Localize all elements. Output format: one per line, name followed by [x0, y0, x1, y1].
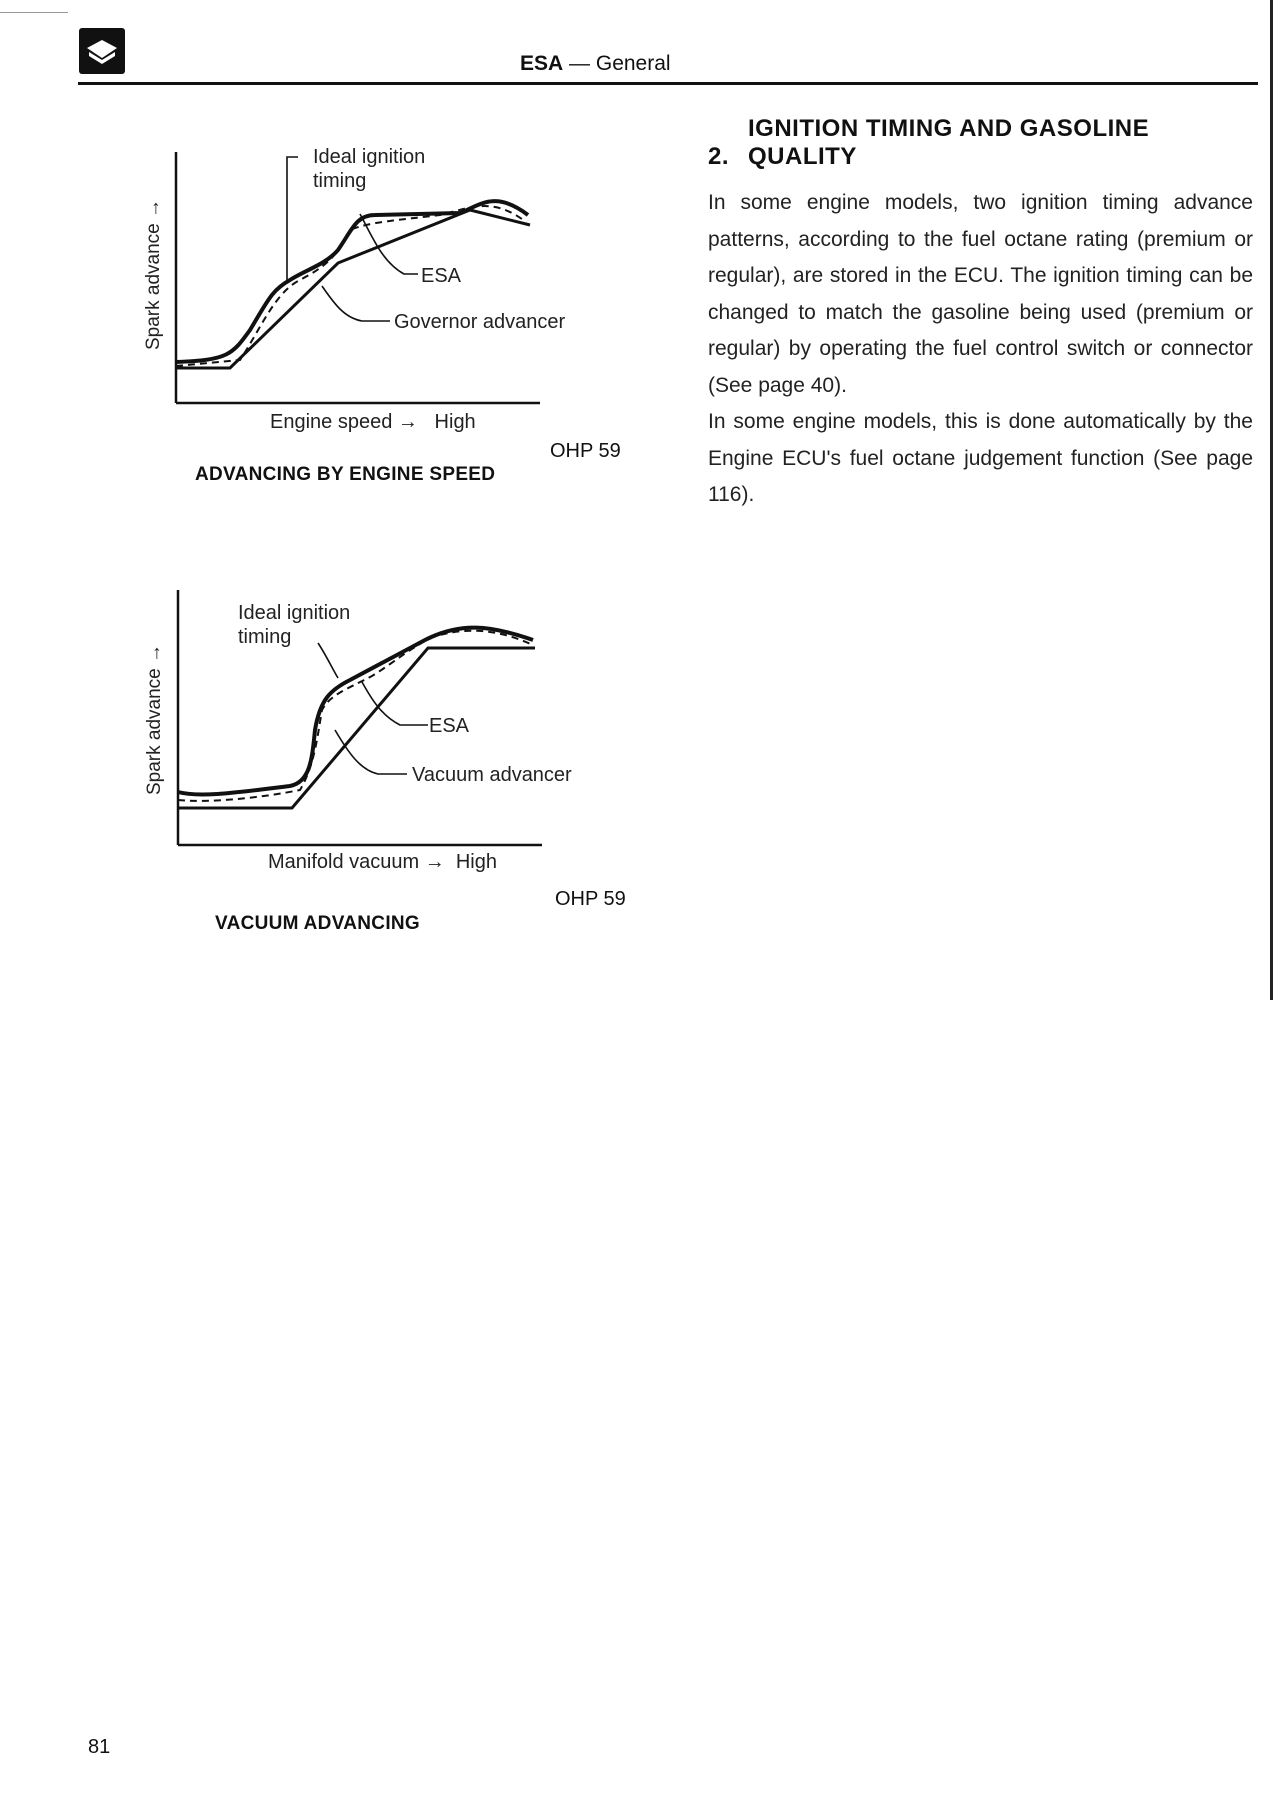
ohp-reference: OHP 59 [550, 440, 621, 462]
y-axis-label: Spark advance → [143, 198, 164, 350]
x-axis-label: Engine speed → High [270, 411, 476, 433]
section-heading [708, 115, 1253, 171]
advancer-label: Vacuum advancer [412, 764, 572, 786]
ideal-timing-label: Ideal ignition timing [313, 146, 426, 192]
x-axis-label: Manifold vacuum → High [268, 851, 497, 873]
section-number: 2. [708, 143, 730, 170]
page-header-title: ESA — General [520, 52, 671, 75]
section-paragraph-1: In some engine models, two ignition timing advance patterns, according to the fuel octane rating (premium or regular), are stored in the ECU. The ignition timing can be changed to match the gasoline being used (premium or regular) by operating the fuel control switch or connector (See page 40). [708, 191, 1253, 397]
ideal-timing-label: Ideal ignition timing [238, 602, 351, 648]
page-number: 81 [88, 1736, 111, 1758]
ohp-reference: OHP 59 [555, 888, 626, 910]
esa-label: ESA [421, 265, 462, 287]
section-paragraph-2: In some engine models, this is done automatically by the Engine ECU's fuel octane judgement function (See page 116). [708, 410, 1253, 506]
page-binding-edge [1270, 0, 1273, 1000]
advancer-label: Governor advancer [394, 311, 566, 333]
section-ignition-timing [708, 115, 1253, 514]
vacuum-diagram [0, 0, 700, 960]
figure-caption: ADVANCING BY ENGINE SPEED [195, 464, 496, 485]
esa-label: ESA [429, 715, 470, 737]
figure-vacuum [0, 0, 700, 960]
section-title: IGNITION TIMING AND GASOLINE QUALITY [748, 115, 1150, 170]
y-axis-label: Spark advance → [144, 643, 165, 795]
figure-caption: VACUUM ADVANCING [215, 913, 420, 934]
